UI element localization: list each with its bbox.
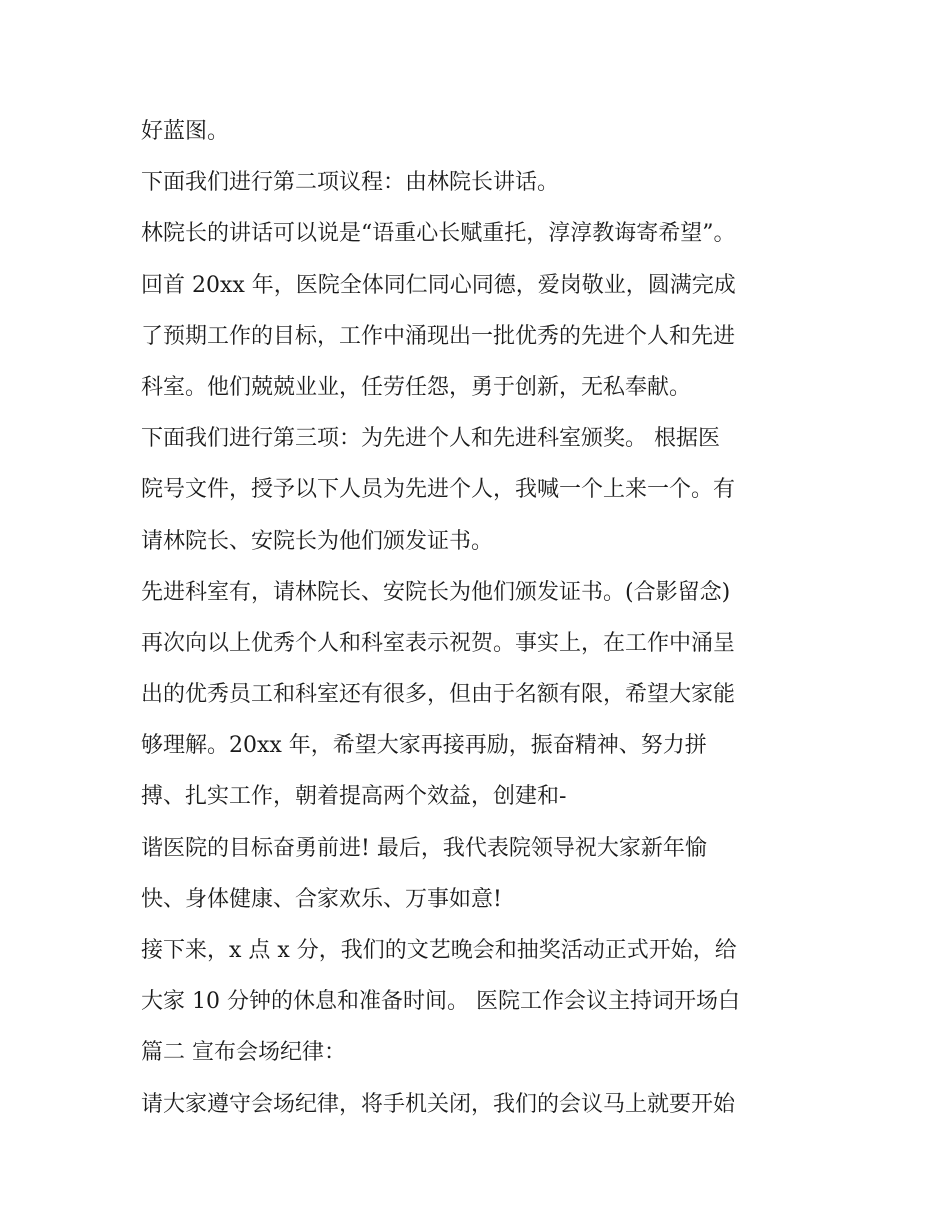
text-line: 先进科室有，请林院长、安院长为他们颁发证书。(合影留念) xyxy=(141,579,731,605)
document-body xyxy=(141,106,831,1130)
text-line: 请大家遵守会场纪律，将手机关闭，我们的会议马上就要开始 xyxy=(141,1091,736,1117)
text-line: 好蓝图。 xyxy=(141,119,230,144)
text-line: 再次向以上优秀个人和科室表示祝贺。事实上，在工作中涌呈 xyxy=(141,630,736,656)
text-line: 科室。他们兢兢业业，任劳任怨，勇于创新，无私奉献。 xyxy=(141,374,692,400)
text-line: 搏、扎实工作，朝着提高两个效益，创建和- xyxy=(141,784,567,810)
text-line: 篇二 宣布会场纪律： xyxy=(141,1040,346,1066)
text-line: 下面我们进行第三项：为先进个人和先进科室颁奖。 根据医 xyxy=(141,426,720,452)
text-line: 出的优秀员工和科室还有很多，但由于名额有限，希望大家能 xyxy=(141,682,736,708)
text-line: 谐医院的目标奋勇前进! 最后，我代表院领导祝大家新年愉 xyxy=(141,835,707,861)
text-line: 接下来，x 点 x 分，我们的文艺晚会和抽奖活动正式开始，给 xyxy=(141,938,737,963)
text-line: 大家 10 分钟的休息和准备时间。 医院工作会议主持词开场白 xyxy=(141,989,740,1015)
text-line: 请林院长、安院长为他们颁发证书。 xyxy=(141,528,494,554)
text-line: 够理解。20xx 年，希望大家再接再励，振奋精神、努力拼 xyxy=(141,733,707,759)
text-line: 快、身体健康、合家欢乐、万事如意! xyxy=(141,886,502,912)
text-line: 下面我们进行第二项议程：由林院长讲话。 xyxy=(141,170,560,196)
text-line: 院号文件，授予以下人员为先进个人，我喊一个上来一个。有 xyxy=(141,477,736,503)
text-line: 了预期工作的目标，工作中涌现出一批优秀的先进个人和先进 xyxy=(141,323,736,349)
text-line: 林院长的讲话可以说是“语重心长赋重托，淳淳教诲寄希望”。 xyxy=(141,221,736,247)
text-line: 回首 20xx 年，医院全体同仁同心同德，爱岗敬业，圆满完成 xyxy=(141,272,736,298)
